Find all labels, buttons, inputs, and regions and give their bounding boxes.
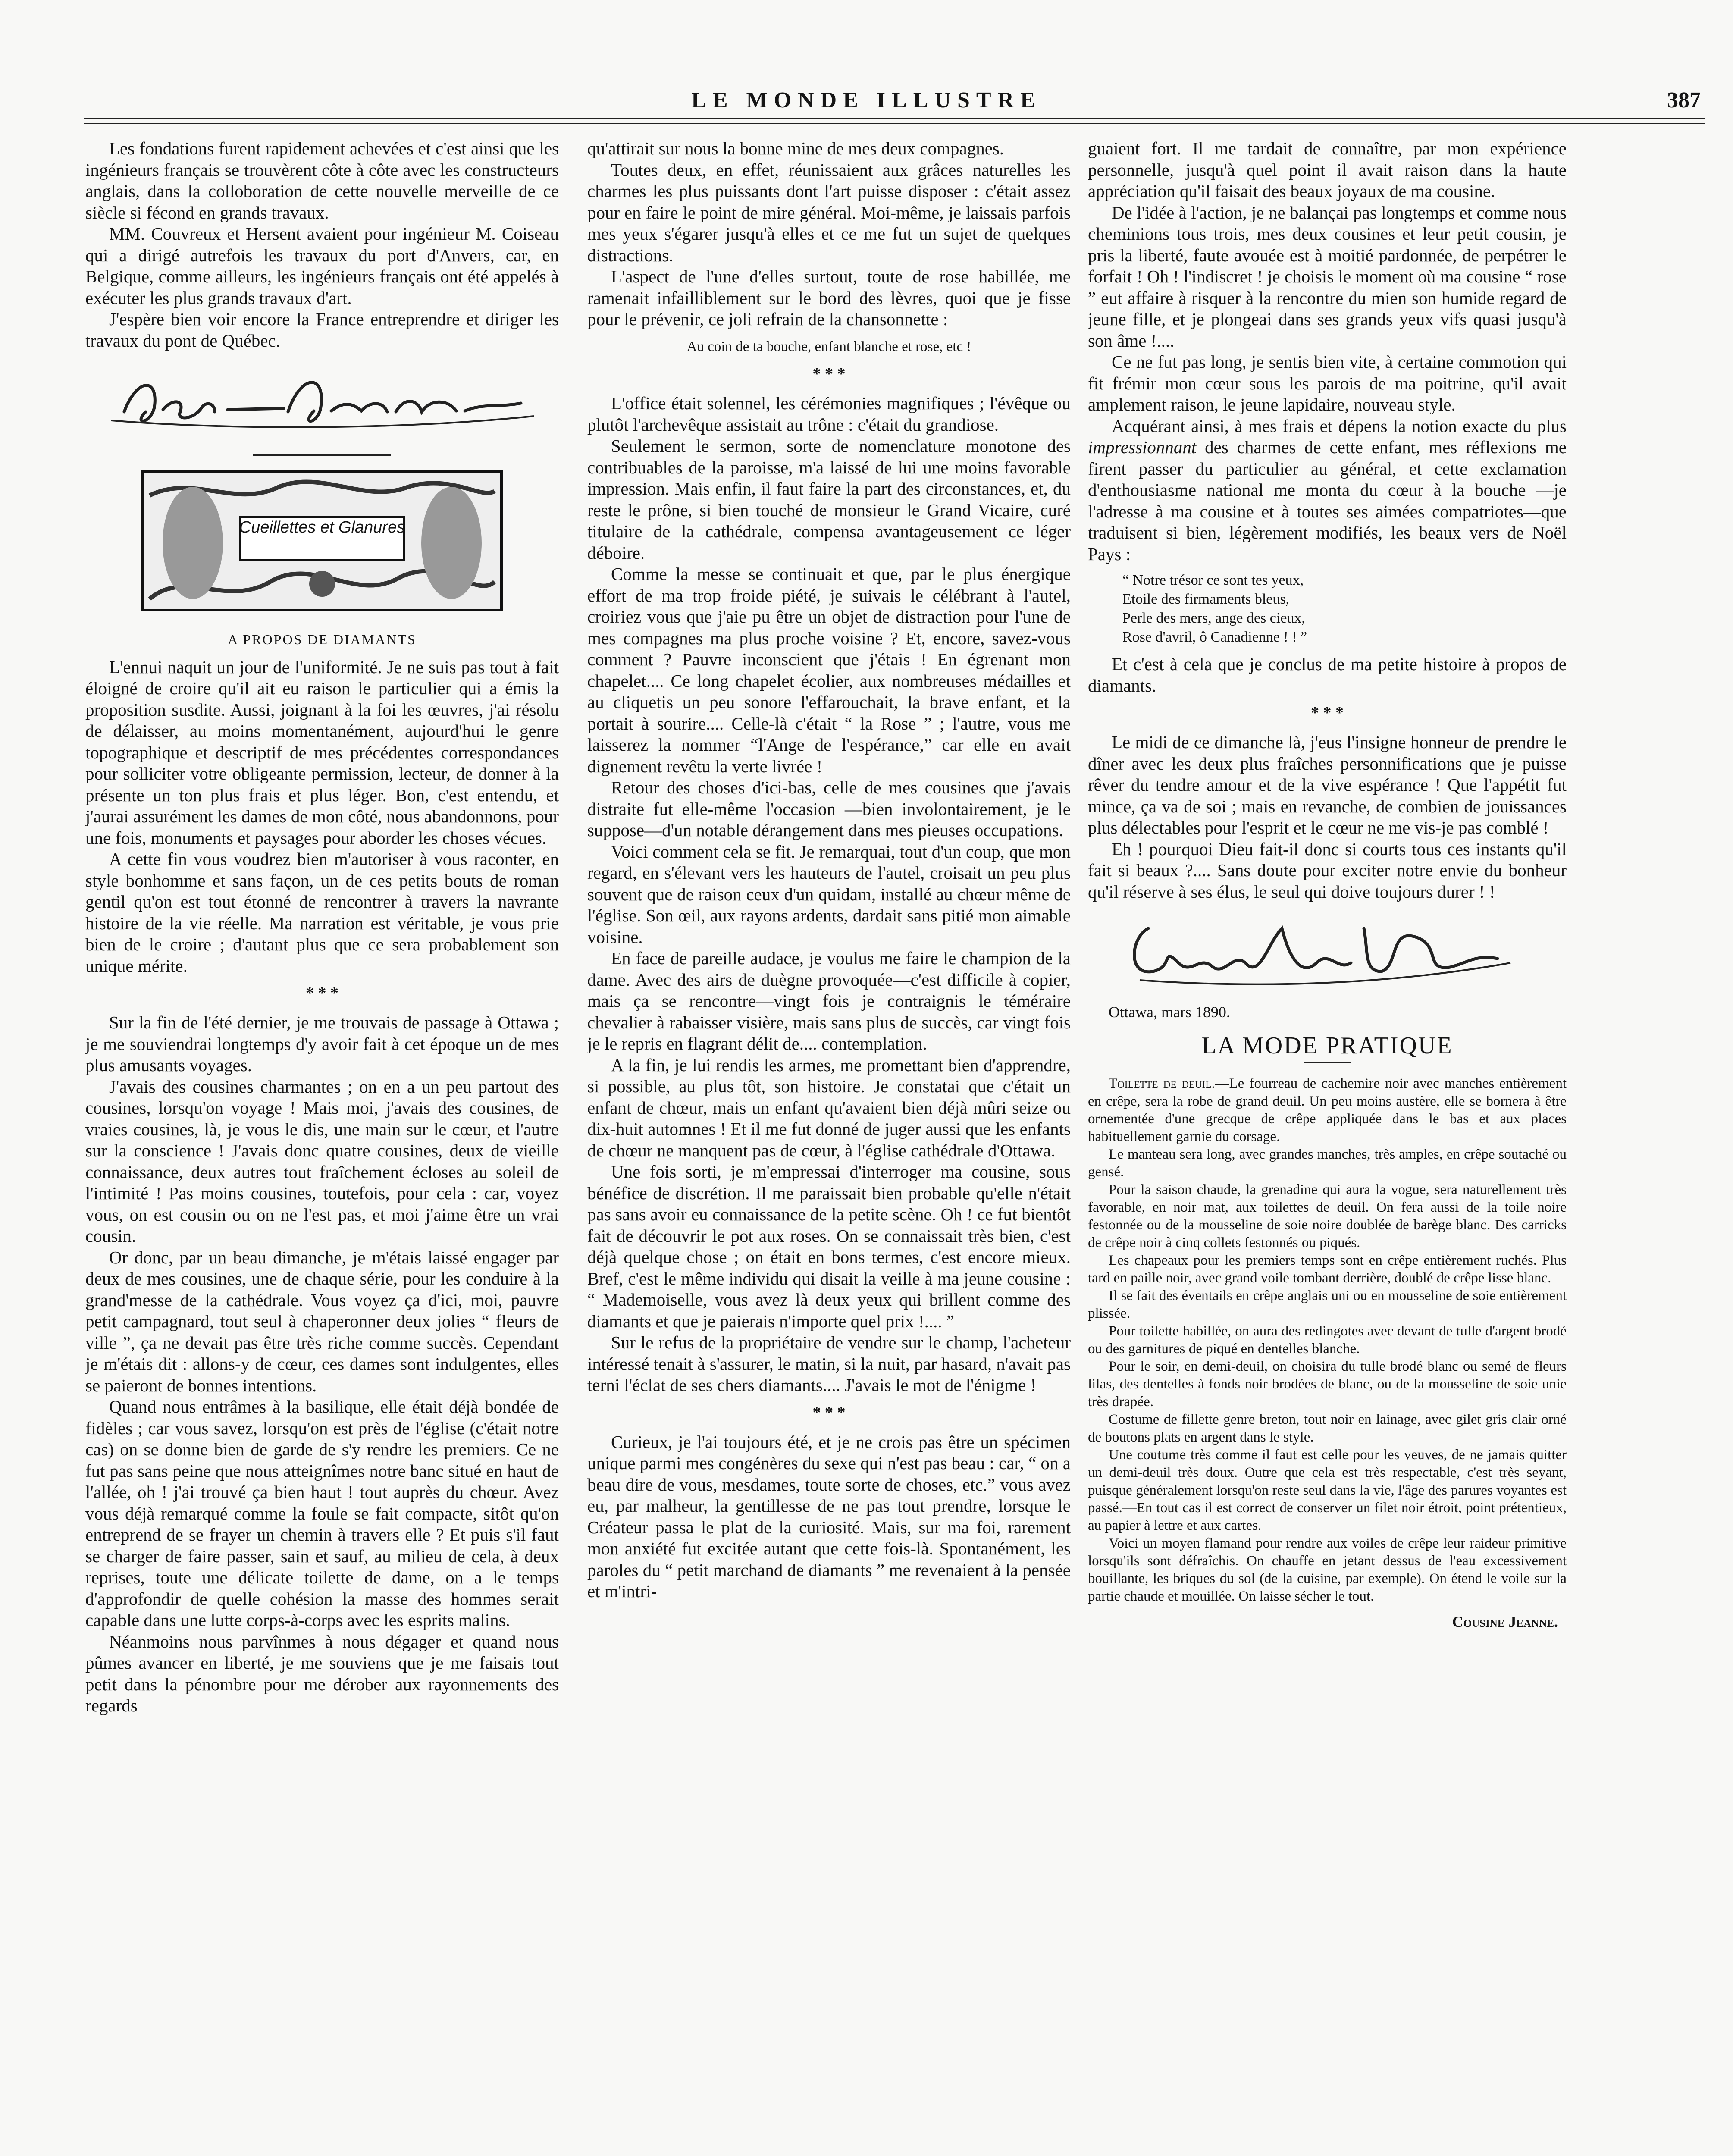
text-run: des charmes de cette enfant, mes réflexions me firent passer du particulier au général, et cette exclamation d'enthousiasme national me monta du cœur à la bouche —je l'adresse à ma cousine et à toutes ses aimées compatriotes—que traduisent si bien, légèrement modifiés, les beaux vers de Noël Pays : bbox=[1088, 437, 1567, 564]
poem-verse bbox=[1122, 571, 1567, 647]
signature-saint-elme bbox=[1088, 911, 1567, 993]
verse-line: Perle des mers, ange des cieux, bbox=[1122, 610, 1305, 626]
paragraph: Les chapeaux pour les premiers temps sont en crêpe entièrement ruchés. Plus tard en paille noir, avec grand voile tombant derrière, doublé de crêpe lisse blanc. bbox=[1088, 1253, 1567, 1286]
fashion-section bbox=[1088, 1075, 1567, 1631]
paragraph: J'avais des cousines charmantes ; on en a un peu partout des cousines, lorsqu'on voyage ! Mais moi, j'avais des cousines, de vraies cousines, là, je vous le dis, une main sur le cœur, et l'autre sur la conscience ! J'avais donc quatre cousines, deux de vieille connaissance, deux autres tout fraîchement écloses au soleil de l'intimité ! Pas moins cousines, toutefois, pour cela : car, voyez vous, on est cousin ou on ne l'est pas, et moi j'aime être un vrai cousin. bbox=[85, 1076, 559, 1246]
paragraph: Quand nous entrâmes à la basilique, elle était déjà bondée de fidèles ; car vous savez, lorsqu'on est près de l'église (c'était notre cas) on se donne bien de garde de s'y rendre les premiers. Ce ne fut pas sans peine que nous atteignîmes notre banc situé en haut de l'allée, oh ! j'ai trouvé ça bien haut ! tout auprès du chœur. Avez vous déjà remarqué comme la foule se fait compacte, sitôt qu'on entreprend de se frayer un chemin à travers elle ? Et puis s'il faut se charger de faire passer, sain et sauf, au milieu de cela, à deux reprises, toute une délicate toilette de dame, on a le temps d'approfondir de quelle cohésion la masse des hommes serait capable dans une lutte corps-à-corps avec les esprits malins. bbox=[85, 1397, 559, 1630]
paragraph: Néanmoins nous parvînmes à nous dégager et quand nous pûmes avancer en liberté, je me souviens que je me faisais tout petit dans la pénombre pour me dérober aux rayonnements des regards bbox=[85, 1631, 559, 1715]
paragraph: Seulement le sermon, sorte de nomenclature monotone des contribuables de la paroisse, m'a laissé de lui une moins favorable impression. Mais enfin, il faut faire la part des circonstances, et, du reste le prône, si bien touché de monsieur le Grand Vicaire, curé titulaire de la cathédrale, compensa avantageusement ce léger déboire. bbox=[587, 436, 1071, 563]
asterism: * * * bbox=[306, 984, 338, 1002]
verse-line: “ Notre trésor ce sont tes yeux, bbox=[1122, 572, 1304, 588]
paragraph: Pour le soir, en demi-deuil, on choisira du tulle brodé blanc ou semé de fleurs lilas, des dentelles à fonds noir brodées de blanc, ou de la mousseline de soie unie très drapée. bbox=[1088, 1359, 1567, 1410]
paragraph: guaient fort. Il me tardait de connaître, par mon expérience personnelle, jusqu'à quel point il avait raison dans la haute appréciation qu'il faisait des beaux joyaux de ma cousine. bbox=[1088, 138, 1567, 201]
paragraph: L'aspect de l'une d'elles surtout, toute de rose habillée, me ramenait infailliblement sur le bord des lèvres, quoi que je fisse pour le prévenir, ce joli refrain de la chansonnette : bbox=[587, 266, 1071, 329]
signature-leon-ledieu bbox=[85, 360, 559, 442]
asterism: * * * bbox=[812, 1403, 846, 1422]
paragraph: Les fondations furent rapidement achevées et c'est ainsi que les ingénieurs français se trouvèrent côte à côte avec les constructeurs anglais, dans la colloboration de cette nouvelle merveille de ce siècle si fécond en grands travaux. bbox=[85, 138, 559, 222]
asterism: * * * bbox=[812, 365, 846, 383]
paragraph: MM. Couvreux et Hersent avaient pour ingénieur M. Coiseau qui a dirigé autrefois les travaux du port d'Anvers, car, en Belgique, comme ailleurs, les ingénieurs français ont été appelés à exécuter les plus grands travaux d'art. bbox=[85, 224, 559, 308]
paragraph: Ce ne fut pas long, je sentis bien vite, à certaine commotion qui fit frémir mon cœur sous les parois de ma poitrine, qu'il avait amplement raison, le jeune lapidaire, nouveau style. bbox=[1088, 352, 1567, 414]
verse-line: Etoile des firmaments bleus, bbox=[1122, 591, 1290, 607]
paragraph: Et c'est à cela que je conclus de ma petite histoire à propos de diamants. bbox=[1088, 654, 1567, 696]
header-rule bbox=[84, 118, 1705, 119]
paragraph: Retour des choses d'ici-bas, celle de mes cousines que j'avais distraite fut elle-même l'occasion —bien involontairement, je le suppose—d'un notable dérangement dans mes pieuses occupations. bbox=[587, 777, 1071, 840]
column-1 bbox=[85, 138, 559, 2156]
paragraph bbox=[1088, 1075, 1567, 1146]
paragraph: L'ennui naquit un jour de l'uniformité. Je ne suis pas tout à fait éloigné de croire qu'il ait eu raison le particulier qui a émis la proposition susdite. Aussi, joignant à la foi les œuvres, j'ai résolu de délaisser, au moins momentanément, aujourd'hui le genre topographique et descriptif de mes précédentes correspondances pour solliciter votre obligeante permission, lecteur, de donner à la présente un ton plus frais et plus léger. Bon, c'est entendu, et j'aurai assurément les dames de mon côté, nous abandonnons, pour une fois, monuments et paysages pour aborder les choses vécues. bbox=[85, 657, 559, 848]
paragraph: Pour toilette habillée, on aura des redingotes avec devant de tulle d'argent brodé ou des garnitures de piqué en dentelles blanche. bbox=[1088, 1323, 1567, 1357]
paragraph: Costume de fillette genre breton, tout noir en lainage, avec gilet gris clair orné de boutons plats en argent dans le style. bbox=[1088, 1412, 1567, 1445]
separator-rule bbox=[253, 454, 391, 456]
header-rule-thin bbox=[84, 123, 1705, 124]
signature-image bbox=[85, 360, 559, 442]
column-3 bbox=[1088, 138, 1567, 2156]
paragraph: Voici un moyen flamand pour rendre aux voiles de crêpe leur raideur primitive lorsqu'ils sont défraîchis. On chauffe en jetant dessus de l'eau excessivement bouillante, les briques du sol (de la cuisine, par exemple). On étend le voile sur la partie chaude et mouillée. On laisse sécher le tout. bbox=[1088, 1536, 1567, 1604]
paragraph: Une fois sorti, je m'empressai d'interroger ma cousine, sous bénéfice de discrétion. Il me paraissait bien probable qu'elle n'était pas sans avoir eu connaissance de la petite scène. Oh ! ce fut bientôt fait de découvrir le pot aux roses. On se connaissait très bien, c'est déjà quelque chose ; on était en bons termes, c'est encore mieux. Bref, c'est le même individu qui disait la veille à ma jeune cousine : “ Mademoiselle, vous avez là deux yeux qui brillent comme des diamants et que je paierais n'importe quel prix !.... ” bbox=[587, 1162, 1071, 1331]
paragraph: Curieux, je l'ai toujours été, et je ne crois pas être un spécimen unique parmi mes congénères du sexe qui n'est pas beau : car, “ on a beau dire de vous, mesdames, toute sorte de choses, etc.” vous avez eu, par malheur, la gentillesse de ne pas tout prendre, lorsque le Créateur passa le plat de la curiosité. Mais, sur ma foi, rarement mon anxiété fut excitée autant que cette fois-là. Spontanément, les paroles du “ petit marchand de diamants ” me revenaient à la pensée et m'intri- bbox=[587, 1432, 1071, 1601]
paragraph: Pour la saison chaude, la grenadine qui aura la vogue, sera naturellement très favorable, en noir mat, aux toilettes de deuil. On fera aussi de la toile noire festonnée ou de la mousseline de soie noire doublée de barège blanc. Des carricks de crêpe noir à cinq collets festonnés ou piqués. bbox=[1088, 1182, 1567, 1250]
emphasis: impressionnant bbox=[1088, 437, 1197, 457]
author-signature: Cousine Jeanne. bbox=[1452, 1613, 1558, 1630]
verse-line: Rose d'avril, ô Canadienne ! ! ” bbox=[1122, 629, 1307, 645]
cueillettes-et-glanures-banner bbox=[141, 470, 503, 612]
paragraph: Le manteau sera long, avec grandes manches, très amples, en crêpe soutaché ou gensé. bbox=[1088, 1147, 1567, 1180]
paragraph bbox=[1088, 416, 1567, 565]
song-verse: Au coin de ta bouche, enfant blanche et rose, etc ! bbox=[686, 338, 971, 354]
lead-in: Toilette de deuil. bbox=[1109, 1076, 1215, 1091]
paragraph: Sur le refus de la propriétaire de vendre sur le champ, l'acheteur intéressé tenait à s'assurer, le matin, si la nuit, par hasard, n'avait pas terni l'éclat de ses chers diamants.... J'avais le mot de l'énigme ! bbox=[587, 1332, 1071, 1395]
signature-image bbox=[1088, 911, 1567, 993]
paragraph: Or donc, par un beau dimanche, je m'étais laissé engager par deux de mes cousines, une de chaque série, pour les conduire à la grand'messe de la cathédrale. Vous voyez ça d'ici, moi, pauvre petit campagnard, tout seul à chaperonner deux jolies “ fleurs de ville ”, ça ne devait pas être très riche comme succès. Cependant je m'étais dit : allons-y de cœur, ces dames sont indulgentes, elles se paieront de bonnes intentions. bbox=[85, 1247, 559, 1395]
masthead-title: LE MONDE ILLUSTRE bbox=[691, 88, 1042, 113]
page-number: 387 bbox=[1667, 88, 1701, 113]
paragraph: Une coutume très comme il faut est celle pour les veuves, de ne jamais quitter un demi-deuil très doux. Outre que cela est très respectable, c'est très seyant, puisque généralement lorsqu'on reste seul dans la vie, l'âge des parures voyantes est passé.—En tout cas il est correct de conserver un filet noir étroit, point prétentieux, au papier à lettre et aux cartes. bbox=[1088, 1447, 1567, 1533]
text-run: —Le fourreau de cachemire noir avec manches entièrement en crêpe, sera la robe de grand deuil. Un peu moins austère, elle se bornera à être ornementée d'une grecque de crêpe appliquée dans le bas et aux places habituellement garnie du corsage. bbox=[1088, 1076, 1567, 1144]
section-title: LA MODE PRATIQUE bbox=[1201, 1032, 1453, 1059]
paragraph: Voici comment cela se fit. Je remarquai, tout d'un coup, que mon regard, en s'élevant vers les hauteurs de l'autel, croisait un peu plus souvent que de raison ceux d'un quidam, installé au chœur même de l'église. Son œil, aux rayons ardents, dardait sans pitié mon aimable voisine. bbox=[587, 841, 1071, 947]
paragraph: De l'idée à l'action, je ne balançai pas longtemps et comme nous cheminions tous trois, mes deux cousines et leur petit cousin, je pris la liberté, faute avouée est à moitié pardonnée, de perpétrer le forfait ! Oh ! l'indiscret ! je choisis le moment où ma cousine “ rose ” eut affaire à risquer à la rencontre du mien son humide regard de jeune fille, et je plongeai dans ses grands yeux vifs quasi jusqu'à son âme !.... bbox=[1088, 202, 1567, 351]
paragraph: J'espère bien voir encore la France entreprendre et diriger les travaux du pont de Québec. bbox=[85, 309, 559, 351]
ornamental-banner bbox=[141, 470, 503, 612]
paragraph: qu'attirait sur nous la bonne mine de mes deux compagnes. bbox=[587, 138, 1004, 158]
paragraph: Il se fait des éventails en crêpe anglais uni ou en mousseline de soie entièrement plissée. bbox=[1088, 1288, 1567, 1321]
article-title: A PROPOS DE DIAMANTS bbox=[228, 632, 417, 647]
column-2 bbox=[587, 138, 1071, 2156]
asterism: * * * bbox=[1311, 704, 1344, 722]
paragraph: A cette fin vous voudrez bien m'autoriser à vous raconter, en style bonhomme et sans façon, un de ces petits bouts de roman gentil qu'on est tout étonné de rencontrer à travers la navrante histoire de la vie réelle. Ma narration est véritable, je vous prie bien de le croire ; d'autant plus que ce sera probablement son unique mérite. bbox=[85, 849, 559, 976]
paragraph: L'office était solennel, les cérémonies magnifiques ; l'évêque ou plutôt l'archevêque assistait au trône : c'était du grandiose. bbox=[587, 393, 1071, 435]
paragraph: A la fin, je lui rendis les armes, me promettant bien d'apprendre, si possible, au plus tôt, son histoire. Je constatai que c'était un enfant de chœur, mais un enfant qu'avaient bien déjà mûri seize ou dix-huit automnes ! Et il me fut donné de juger aussi que les enfants de chœur ne manquent pas de cœur, à l'église cathédrale d'Ottawa. bbox=[587, 1055, 1071, 1160]
place-date: Ottawa, mars 1890. bbox=[1109, 1003, 1230, 1021]
paragraph: Comme la messe se continuait et que, par le plus énergique effort de ma trop froide piété, je suivais le célébrant à l'autel, croiriez vous que j'aie pu être un objet de distraction pour l'une de mes compagnes ma plus proche voisine ? Et, encore, savez-vous comment ? Pauvre inconscient que j'étais ! En égrenant mon chapelet.... Ce long chapelet écolier, aux nombreuses médailles et au cliquetis un peu sonore l'effarouchait, la brave enfant, et la portait à sourire.... Celle-là c'était “ la Rose ” ; l'autre, vous me laisserez la nommer “l'Ange de l'espérance,” car elle en avait dignement revêtu la verte livrée ! bbox=[587, 564, 1071, 776]
paragraph: Toutes deux, en effet, réunissaient aux grâces naturelles les charmes les plus puissants dont l'art puisse disposer : c'était assez pour en faire le point de mire général. Moi-même, je laissais parfois mes yeux s'égarer jusqu'à elles et ce me fut un sujet de quelques distractions. bbox=[587, 160, 1071, 265]
paragraph: Eh ! pourquoi Dieu fait-il donc si courts tous ces instants qu'il fait si beaux ?.... Sans doute pour exciter notre envie du bonheur qu'il réserve à ses élus, le seul qui doive toujours durer ! ! bbox=[1088, 839, 1567, 902]
paragraph: En face de pareille audace, je voulus me faire le champion de la dame. Avec des airs de duègne provoquée—c'est difficile à copier, mais ça se rencontre—vingt fois je contraignis le téméraire chevalier à rabaisser visière, mais sans plus de succès, car vingt fois je le repris en flagrant délit de.... contemplation. bbox=[587, 948, 1071, 1053]
text-run: Acquérant ainsi, à mes frais et dépens la notion exacte du plus bbox=[1112, 416, 1567, 436]
paragraph: Le midi de ce dimanche là, j'eus l'insigne honneur de prendre le dîner avec les deux plus fraîches personnifications que je puisse rêver du tendre amour et de la vive espérance ! Que l'appétit fut mince, ça va de soi ; mais en revanche, de combien de jouissances plus délectables pour l'esprit et le cœur ne me vis-je pas comblé ! bbox=[1088, 732, 1567, 837]
title-rule bbox=[1304, 1062, 1351, 1063]
paragraph: Sur la fin de l'été dernier, je me trouvais de passage à Ottawa ; je me souviendrai longtemps d'y avoir fait à cet époque un de mes plus amusants voyages. bbox=[85, 1012, 559, 1075]
